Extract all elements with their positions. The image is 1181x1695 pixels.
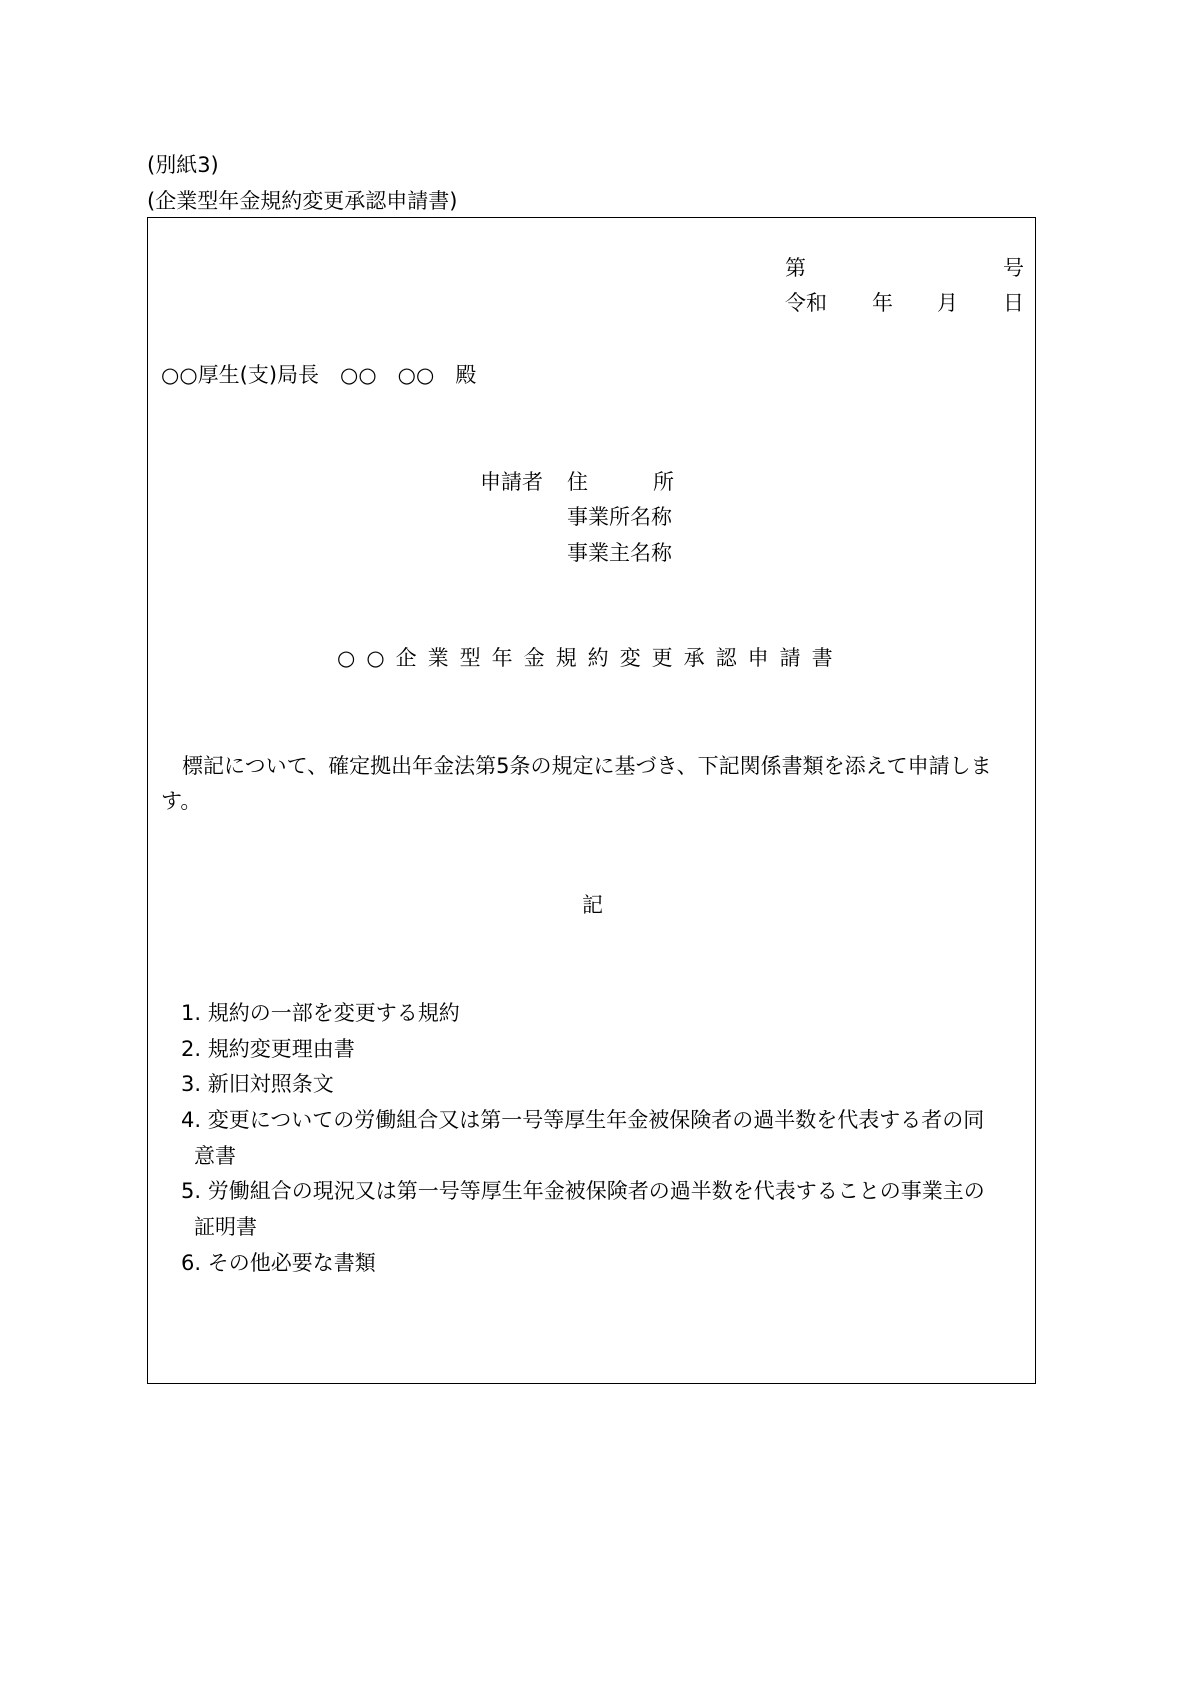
ki-heading: 記: [582, 893, 603, 917]
list-item-continuation: 意書: [194, 1144, 236, 1168]
list-item: 2. 規約変更理由書: [181, 1037, 355, 1061]
form-name: (企業型年金規約変更承認申請書): [147, 189, 458, 213]
body-line-1: 標記について、確定拠出年金法第5条の規定に基づき、下記関係書類を添えて申請しま: [161, 754, 992, 778]
addressee: ○○厚生(支)局長 ○○ ○○ 殿: [161, 363, 477, 387]
date-era: 令和: [785, 291, 827, 315]
document-title: ○○企業型年金規約変更承認申請書: [337, 646, 844, 670]
attachment-label: (別紙3): [147, 153, 219, 177]
number-suffix: 号: [1003, 256, 1024, 280]
address-label-2: 所: [653, 470, 674, 494]
list-item-continuation: 証明書: [194, 1215, 257, 1239]
owner-name-label: 事業主名称: [567, 541, 672, 565]
list-item: 6. その他必要な書類: [181, 1251, 376, 1275]
date-month: 月: [937, 291, 958, 315]
number-prefix: 第: [785, 256, 806, 280]
address-label-1: 住: [567, 470, 588, 494]
office-name-label: 事業所名称: [567, 505, 672, 529]
body-line-2: す。: [161, 789, 202, 813]
list-item: 4. 変更についての労働組合又は第一号等厚生年金被保険者の過半数を代表する者の同: [181, 1108, 985, 1132]
date-year: 年: [872, 291, 893, 315]
list-item: 1. 規約の一部を変更する規約: [181, 1001, 460, 1025]
applicant-label: 申請者: [480, 470, 543, 494]
document-frame: [147, 217, 1036, 1384]
list-item: 3. 新旧対照条文: [181, 1072, 334, 1096]
date-day: 日: [1003, 291, 1024, 315]
list-item: 5. 労働組合の現況又は第一号等厚生年金被保険者の過半数を代表することの事業主の: [181, 1179, 985, 1203]
